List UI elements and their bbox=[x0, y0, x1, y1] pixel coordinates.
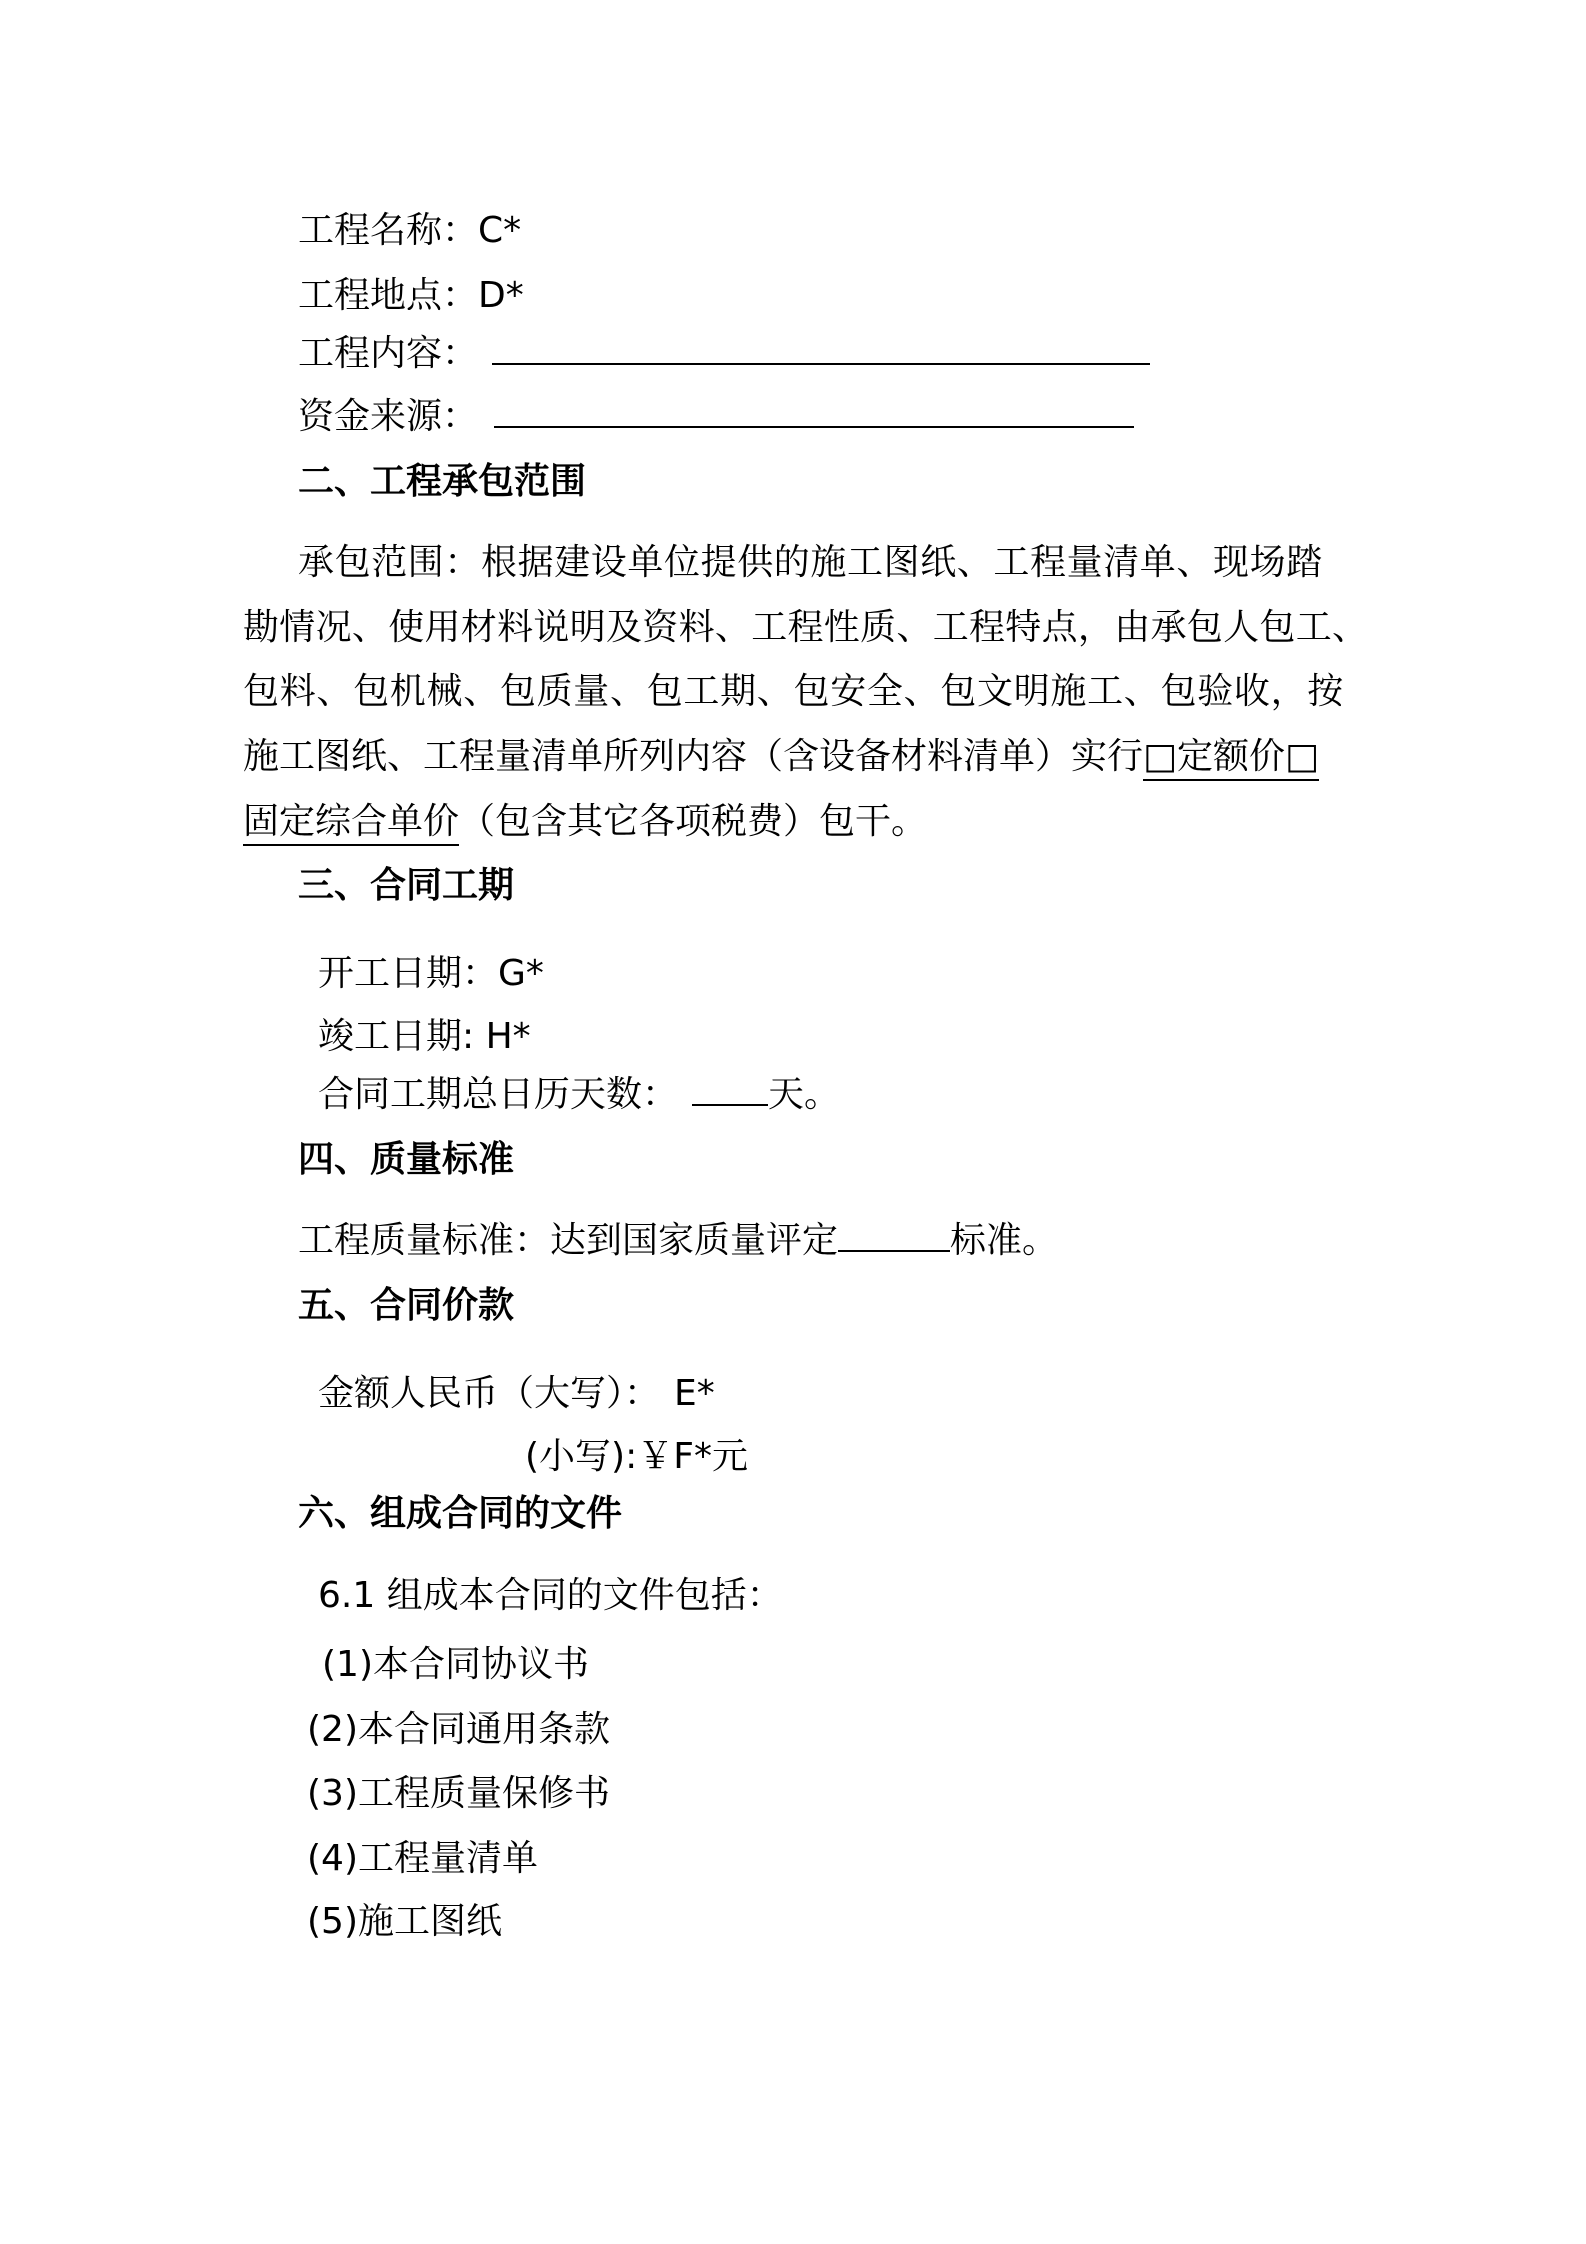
project-content-blank bbox=[492, 333, 1150, 365]
document-item-1: (1)本合同协议书 bbox=[322, 1644, 589, 1685]
amount-lower-value: F* bbox=[673, 1436, 712, 1477]
start-date-label: 开工日期： bbox=[318, 953, 499, 994]
quality-standard-blank bbox=[838, 1220, 950, 1252]
document-item-3: (3)工程质量保修书 bbox=[307, 1773, 610, 1814]
scope-line-3: 包料、包机械、包质量、包工期、包安全、包文明施工、包验收，按 bbox=[243, 671, 1345, 712]
project-location-value: D* bbox=[478, 275, 524, 316]
section-3-heading: 三、合同工期 bbox=[298, 865, 515, 906]
quality-standard-text: 工程质量标准：达到国家质量评定 bbox=[298, 1220, 839, 1261]
project-location-row bbox=[298, 272, 524, 320]
document-item-2: (2)本合同通用条款 bbox=[307, 1709, 610, 1750]
amount-lower-unit: 元 bbox=[711, 1436, 748, 1477]
pricing-option-fixed-quota: □定额价□ bbox=[1143, 736, 1319, 781]
start-date-row bbox=[318, 950, 544, 998]
end-date-value: H* bbox=[485, 1016, 531, 1057]
total-days-row bbox=[318, 1071, 840, 1119]
total-days-label: 合同工期总日历天数： bbox=[318, 1074, 679, 1115]
section-4-heading: 四、质量标准 bbox=[298, 1139, 515, 1180]
amount-upper-value: E* bbox=[674, 1373, 715, 1414]
scope-line-5 bbox=[243, 798, 927, 846]
project-name-label: 工程名称： bbox=[298, 210, 479, 251]
amount-lower-row bbox=[525, 1433, 748, 1481]
scope-line-4 bbox=[243, 733, 1319, 781]
start-date-value: G* bbox=[498, 953, 544, 994]
amount-upper-label: 金额人民币（大写）： bbox=[318, 1373, 661, 1414]
project-content-row bbox=[298, 330, 1150, 378]
total-days-blank bbox=[692, 1074, 768, 1106]
amount-lower-label: (小写):￥ bbox=[525, 1436, 674, 1477]
quality-standard-row bbox=[298, 1217, 1058, 1265]
section-2-heading: 二、工程承包范围 bbox=[298, 461, 587, 502]
project-content-label: 工程内容： bbox=[298, 333, 479, 374]
section-6-heading: 六、组成合同的文件 bbox=[298, 1493, 623, 1534]
scope-line-1: 承包范围：根据建设单位提供的施工图纸、工程量清单、现场踏 bbox=[298, 542, 1323, 583]
project-name-row bbox=[298, 207, 521, 255]
section-5-heading: 五、合同价款 bbox=[298, 1285, 515, 1326]
scope-line-2: 勘情况、使用材料说明及资料、工程性质、工程特点，由承包人包工、 bbox=[243, 607, 1369, 648]
scope-line-5-text: （包含其它各项税费）包干。 bbox=[459, 801, 928, 842]
funding-source-blank bbox=[494, 396, 1134, 428]
project-name-value: C* bbox=[478, 210, 522, 251]
amount-upper-row bbox=[318, 1370, 715, 1418]
scope-line-4-text: 施工图纸、工程量清单所列内容（含设备材料清单）实行 bbox=[243, 736, 1144, 777]
project-location-label: 工程地点： bbox=[298, 275, 479, 316]
funding-source-label: 资金来源： bbox=[298, 396, 479, 437]
document-item-4: (4)工程量清单 bbox=[307, 1838, 538, 1879]
end-date-row bbox=[318, 1013, 531, 1061]
funding-source-row bbox=[298, 393, 1134, 441]
total-days-suffix: 天。 bbox=[768, 1074, 841, 1115]
pricing-option-fixed-unit-price: 固定综合单价 bbox=[243, 801, 459, 846]
document-item-5: (5)施工图纸 bbox=[307, 1901, 502, 1942]
end-date-label: 竣工日期: bbox=[318, 1016, 486, 1057]
quality-standard-suffix: 标准。 bbox=[950, 1220, 1059, 1261]
documents-intro: 6.1 组成本合同的文件包括： bbox=[318, 1575, 783, 1616]
